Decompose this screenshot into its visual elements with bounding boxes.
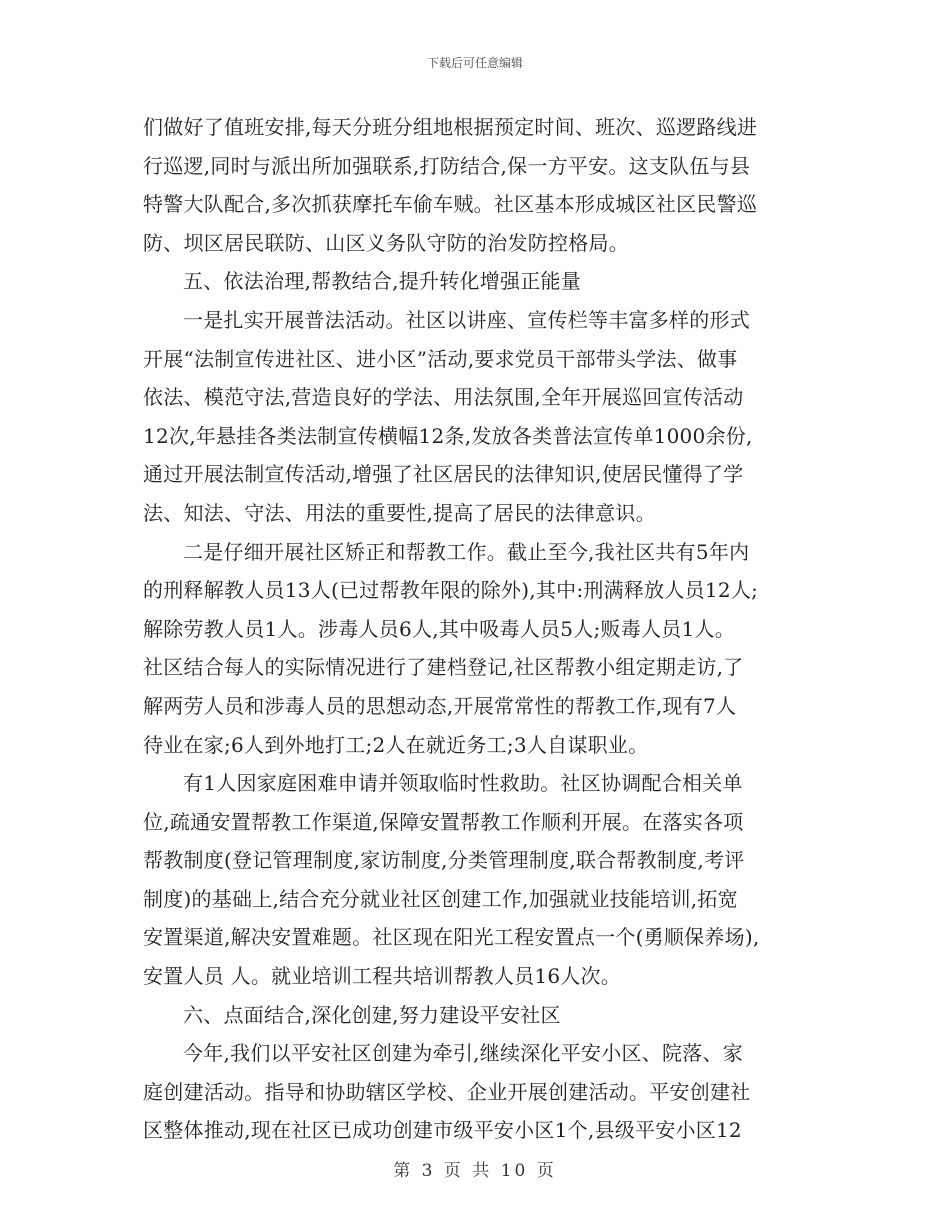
body-line: 行巡逻,同时与派出所加强联系,打防结合,保一方平安。这支队伍与县 [143, 153, 751, 178]
body-line: 12次,年悬挂各类法制宣传横幅12条,发放各类普法宣传单1000余份, [143, 423, 753, 448]
body-line: 庭创建活动。指导和协助辖区学校、企业开展创建活动。平安创建社 [143, 1079, 751, 1104]
document-body [143, 108, 807, 1150]
body-line: 法、知法、守法、用法的重要性,提高了居民的法律意识。 [143, 500, 656, 525]
body-line: 们做好了值班安排,每天分班分组地根据预定时间、班次、巡逻路线进 [143, 115, 758, 139]
body-line: 开展“法制宣传进社区、进小区”活动,要求党员干部带头学法、做事 [143, 346, 738, 371]
body-line: 解两劳人员和涉毒人员的思想动态,开展常常性的帮教工作,现有7人 [143, 693, 737, 718]
body-line: 二是仔细开展社区矫正和帮教工作。截止至今,我社区共有5年内 [183, 539, 750, 564]
section-heading-5: 五、依法治理,帮教结合,提升转化增强正能量 [183, 269, 581, 294]
body-line: 制度)的基础上,结合充分就业社区创建工作,加强就业技能培训,拓宽 [143, 886, 738, 911]
body-line: 特警大队配合,多次抓获摩托车偷车贼。社区基本形成城区社区民警巡 [143, 192, 758, 217]
body-line: 待业在家;6人到外地打工;2人在就近务工;3人自谋职业。 [143, 732, 649, 757]
body-line: 今年,我们以平安社区创建为牵引,继续深化平安小区、院落、家 [183, 1041, 743, 1066]
body-line: 依法、模范守法,营造良好的学法、用法氛围,全年开展巡回宣传活动 [143, 385, 744, 410]
body-line: 位,疏通安置帮教工作渠道,保障安置帮教工作顺利开展。在落实各项 [143, 809, 744, 834]
body-line: 解除劳教人员1人。涉毒人员6人,其中吸毒人员5人;贩毒人员1人。 [143, 616, 735, 641]
page-header: 下载后可任意编辑 [426, 56, 523, 70]
body-line: 帮教制度(登记管理制度,家访制度,分类管理制度,联合帮教制度,考评 [143, 848, 745, 873]
body-line: 安置渠道,解决安置难题。社区现在阳光工程安置点一个(勇顺保养场), [143, 925, 760, 950]
body-line: 防、坝区居民联防、山区义务队守防的治发防控格局。 [143, 230, 629, 255]
body-line: 一是扎实开展普法活动。社区以讲座、宣传栏等丰富多样的形式 [183, 307, 750, 332]
body-line: 安置人员 人。就业培训工程共培训帮教人员16人次。 [143, 964, 622, 989]
body-line: 社区结合每人的实际情况进行了建档登记,社区帮教小组定期走访,了 [143, 655, 744, 680]
body-line: 有1人因家庭困难申请并领取临时性救助。社区协调配合相关单 [183, 771, 743, 796]
body-line: 通过开展法制宣传活动,增强了社区居民的法律知识,使居民懂得了学 [143, 462, 744, 487]
section-heading-6: 六、点面结合,深化创建,努力建设平安社区 [183, 1002, 561, 1027]
page-number-footer: 第 3 页 共 10 页 [393, 1161, 557, 1181]
body-line: 的刑释解教人员13人(已过帮教年限的除外),其中:刑满释放人员12人; [143, 578, 759, 603]
body-line: 区整体推动,现在社区已成功创建市级平安小区1个,县级平安小区12 [143, 1118, 742, 1143]
